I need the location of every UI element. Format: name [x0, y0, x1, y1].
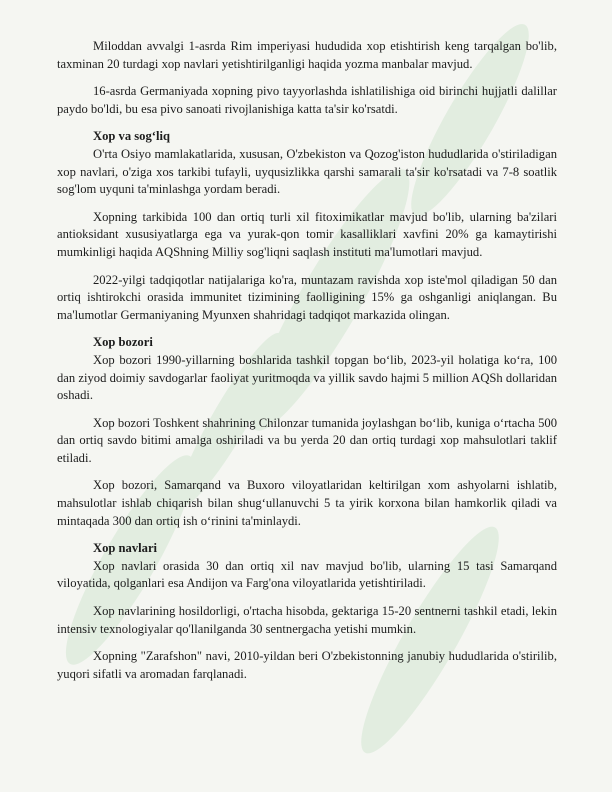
document-body — [57, 38, 557, 693]
paragraph-varieties-3: Xopning "Zarafshon" navi, 2010-yildan beri O'zbekistonning janubiy hududlarida o'stirilib, yuqori sifatli va aromadan farqlanadi. — [57, 649, 557, 681]
paragraph-health-1: O'rta Osiyo mamlakatlarida, xususan, O'zbekiston va Qozog'iston hududlarida o'stiriladigan xop navlari, o'ziga xos tarkibi tufayli, uyqusizlikka qarshi samarali ta'sir ko'rsatadi va 7-8 soatlik sog'lom uyquni ta'minlashga yordam beradi. — [57, 146, 557, 197]
paragraph-intro-2: 16-asrda Germaniyada xopning pivo tayyorlashda ishlatilishiga oid birinchi hujjatli dalillar paydo bo'ldi, bu esa pivo sanoati rivojlanishiga katta ta'sir ko'rsatdi. — [57, 84, 557, 116]
section-heading-health: Xop va sog‘liq — [93, 129, 170, 144]
paragraph-varieties-2: Xop navlarining hosildorligi, o'rtacha hisobda, gektariga 15-20 sentnerni tashkil etadi, lekin intensiv texnologiyalar qo'llanilganda 30 sentnergacha yetishi mumkin. — [57, 604, 557, 636]
section-heading-market: Xop bozori — [93, 335, 153, 350]
paragraph-health-3: 2022-yilgi tadqiqotlar natijalariga ko'ra, muntazam ravishda xop iste'mol qiladigan 50 dan ortiq ishtirokchi orasida immunitet tizimining faolligining 15% ga oshganligi aniqlangan. Bu ma'lumotlar Germaniyaning Myunxen shahridagi tadqiqot markazida olingan. — [57, 272, 557, 322]
paragraph-varieties-1: Xop navlari orasida 30 dan ortiq xil nav mavjud bo'lib, ularning 15 tasi Samarqand viloyatida, qolganlari esa Andijon va Farg'ona viloyatlarida yetishtiriladi. — [57, 558, 557, 591]
section-heading-varieties: Xop navlari — [93, 541, 158, 556]
paragraph-market-2: Xop bozori Toshkent shahrining Chilonzar tumanida joylashgan bo‘lib, kuniga o‘rtacha 500 dan ortiq savdo bitimi amalga oshiriladi va bu yerda 20 dan ortiq turdagi xop mahsulotlari taklif etiladi. — [57, 415, 557, 465]
paragraph-market-1: Xop bozori 1990-yillarning boshlarida tashkil topgan bo‘lib, 2023-yil holatiga ko‘ra, 100 dan ziyod doimiy savdogarlar faoliyat yuritmoqda va yillik savdo hajmi 5 million AQSh dollaridan oshadi. — [57, 352, 557, 403]
paragraph-intro-1: Miloddan avvalgi 1-asrda Rim imperiyasi hududida xop etishtirish keng tarqalgan bo'lib, taxminan 20 turdagi xop navlari yetishtirilganligi haqida yozma manbalar mavjud. — [57, 39, 557, 71]
paragraph-market-3: Xop bozori, Samarqand va Buxoro viloyatlaridan keltirilgan xom ashyolarni ishlatib, mahsulotlar ishlab chiqarish bilan shug‘ullanuvchi 5 ta yirik korxona bilan hamkorlik qiladi va mintaqada 300 dan ortiq ish o‘rinini ta'minlaydi. — [57, 478, 557, 528]
paragraph-health-2: Xopning tarkibida 100 dan ortiq turli xil fitoximikatlar mavjud bo'lib, ularning ba'zilari antioksidant xususiyatlarga ega va yurak-qon tomir kasalliklari xavfini 20% ga kamaytirishi mumkinligi haqida AQShning Milliy sog'liqni saqlash instituti ma'lumotlari mavjud. — [57, 209, 557, 259]
